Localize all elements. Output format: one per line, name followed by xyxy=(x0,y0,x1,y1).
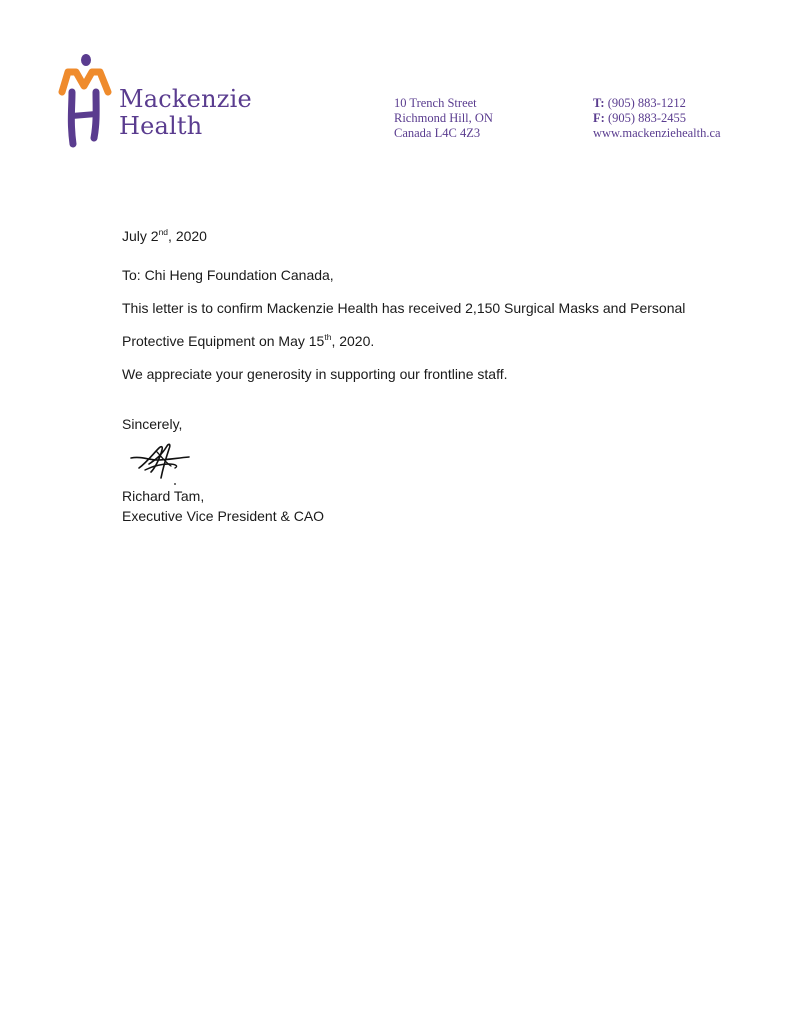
address-country-postal: Canada L4C 4Z3 xyxy=(394,126,481,140)
body-line-2-ordinal: th xyxy=(324,332,332,342)
fax-line xyxy=(593,111,721,126)
fax-number: (905) 883-2455 xyxy=(607,111,687,125)
website-link[interactable]: www.mackenziehealth.ca xyxy=(593,126,721,140)
closing: Sincerely, xyxy=(122,416,183,432)
address-street: 10 Trench Street xyxy=(394,96,477,110)
mackenzie-health-logo-icon xyxy=(56,52,112,152)
org-name-line1: Mackenzie xyxy=(119,85,252,113)
date-ordinal: nd xyxy=(158,227,169,237)
contact-info xyxy=(593,96,721,141)
org-name xyxy=(119,86,252,140)
fax-label: F: xyxy=(593,111,605,125)
date-year: , 2020 xyxy=(168,228,207,244)
body-line-2-year: , 2020. xyxy=(331,333,375,349)
body-line-3: We appreciate your generosity in supporting our frontline staff. xyxy=(122,366,508,382)
phone-line xyxy=(593,96,721,111)
body-line-1: This letter is to confirm Mackenzie Health has received 2,150 Surgical Masks and Personal xyxy=(122,300,686,316)
phone-label: T: xyxy=(593,96,605,110)
body-line-2-text: Protective Equipment on May 15 xyxy=(122,333,325,349)
org-name-line2: Health xyxy=(119,112,203,140)
letterhead xyxy=(0,0,796,160)
phone-number: (905) 883-1212 xyxy=(607,96,686,110)
date-text: July 2 xyxy=(122,228,159,244)
body-line-2 xyxy=(122,331,374,351)
handwritten-signature xyxy=(127,438,193,486)
address-city: Richmond Hill, ON xyxy=(394,111,493,125)
signer-title: Executive Vice President & CAO xyxy=(122,508,325,524)
mailing-address xyxy=(394,96,493,141)
signer-name: Richard Tam, xyxy=(122,488,205,504)
letter-date xyxy=(122,226,207,246)
recipient-line: To: Chi Heng Foundation Canada, xyxy=(122,267,334,283)
